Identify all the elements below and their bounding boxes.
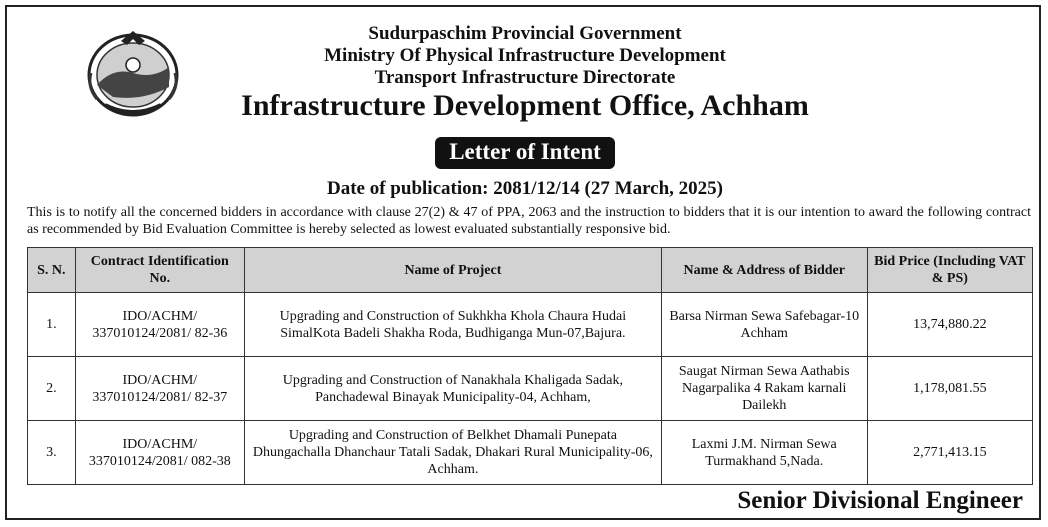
header-project: Name of Project	[245, 248, 662, 293]
row-bidder: Laxmi J.M. Nirman Sewa Turmakhand 5,Nada.	[661, 421, 867, 485]
directorate-line: Transport Infrastructure Directorate	[374, 67, 676, 88]
row-contract-id: IDO/ACHM/ 337010124/2081/ 82-36	[75, 293, 244, 357]
title-wrapper	[7, 137, 1043, 169]
table-row	[28, 293, 1033, 357]
row-bidder: Saugat Nirman Sewa Aathabis Nagarpalika 4 Rakam karnali Dailekh	[661, 357, 867, 421]
row-price: 2,771,413.15	[867, 421, 1032, 485]
row-sn: 1.	[28, 293, 76, 357]
letterhead	[7, 23, 1043, 123]
table-row	[28, 357, 1033, 421]
notice-paragraph: This is to notify all the concerned bidders in accordance with clause 27(2) & 47 of PPA, 2063 and the instruction to bidders that it is our intention to award the following contract as recommended by Bid Evaluation Committee is hereby selected as lowest evaluated substantially responsive bid.	[27, 205, 1031, 237]
row-project: Upgrading and Construction of Sukhkha Khola Chaura Hudai SimalKota Badeli Shakha Roda, Budhiganga Mun-07,Bajura.	[245, 293, 662, 357]
table-header-row	[28, 248, 1033, 293]
ministry-line: Ministry Of Physical Infrastructure Development	[324, 45, 726, 66]
header-sn: S. N.	[28, 248, 76, 293]
row-project: Upgrading and Construction of Nanakhala Khaligada Sadak, Panchadewal Binayak Municipality-04, Achham,	[245, 357, 662, 421]
row-contract-id: IDO/ACHM/ 337010124/2081/ 82-37	[75, 357, 244, 421]
row-price: 1,178,081.55	[867, 357, 1032, 421]
header-contract-id: Contract Identification No.	[75, 248, 244, 293]
letter-of-intent-title: Letter of Intent	[435, 137, 615, 169]
publication-date: Date of publication: 2081/12/14 (27 March, 2025)	[327, 178, 723, 199]
row-contract-id: IDO/ACHM/ 337010124/2081/ 082-38	[75, 421, 244, 485]
office-name: Infrastructure Development Office, Achham	[241, 89, 809, 122]
bid-table	[27, 247, 1033, 485]
row-bidder: Barsa Nirman Sewa Safebagar-10 Achham	[661, 293, 867, 357]
header-price: Bid Price (Including VAT & PS)	[867, 248, 1032, 293]
table-row	[28, 421, 1033, 485]
provincial-government-line: Sudurpaschim Provincial Government	[368, 23, 682, 44]
row-sn: 3.	[28, 421, 76, 485]
header-bidder: Name & Address of Bidder	[661, 248, 867, 293]
signature-title: Senior Divisional Engineer	[737, 487, 1023, 514]
notice-page	[5, 5, 1041, 520]
row-price: 13,74,880.22	[867, 293, 1032, 357]
row-sn: 2.	[28, 357, 76, 421]
row-project: Upgrading and Construction of Belkhet Dhamali Punepata Dhungachalla Dhanchaur Tatali Sadak, Dhakari Rural Municipality-06, Achham.	[245, 421, 662, 485]
